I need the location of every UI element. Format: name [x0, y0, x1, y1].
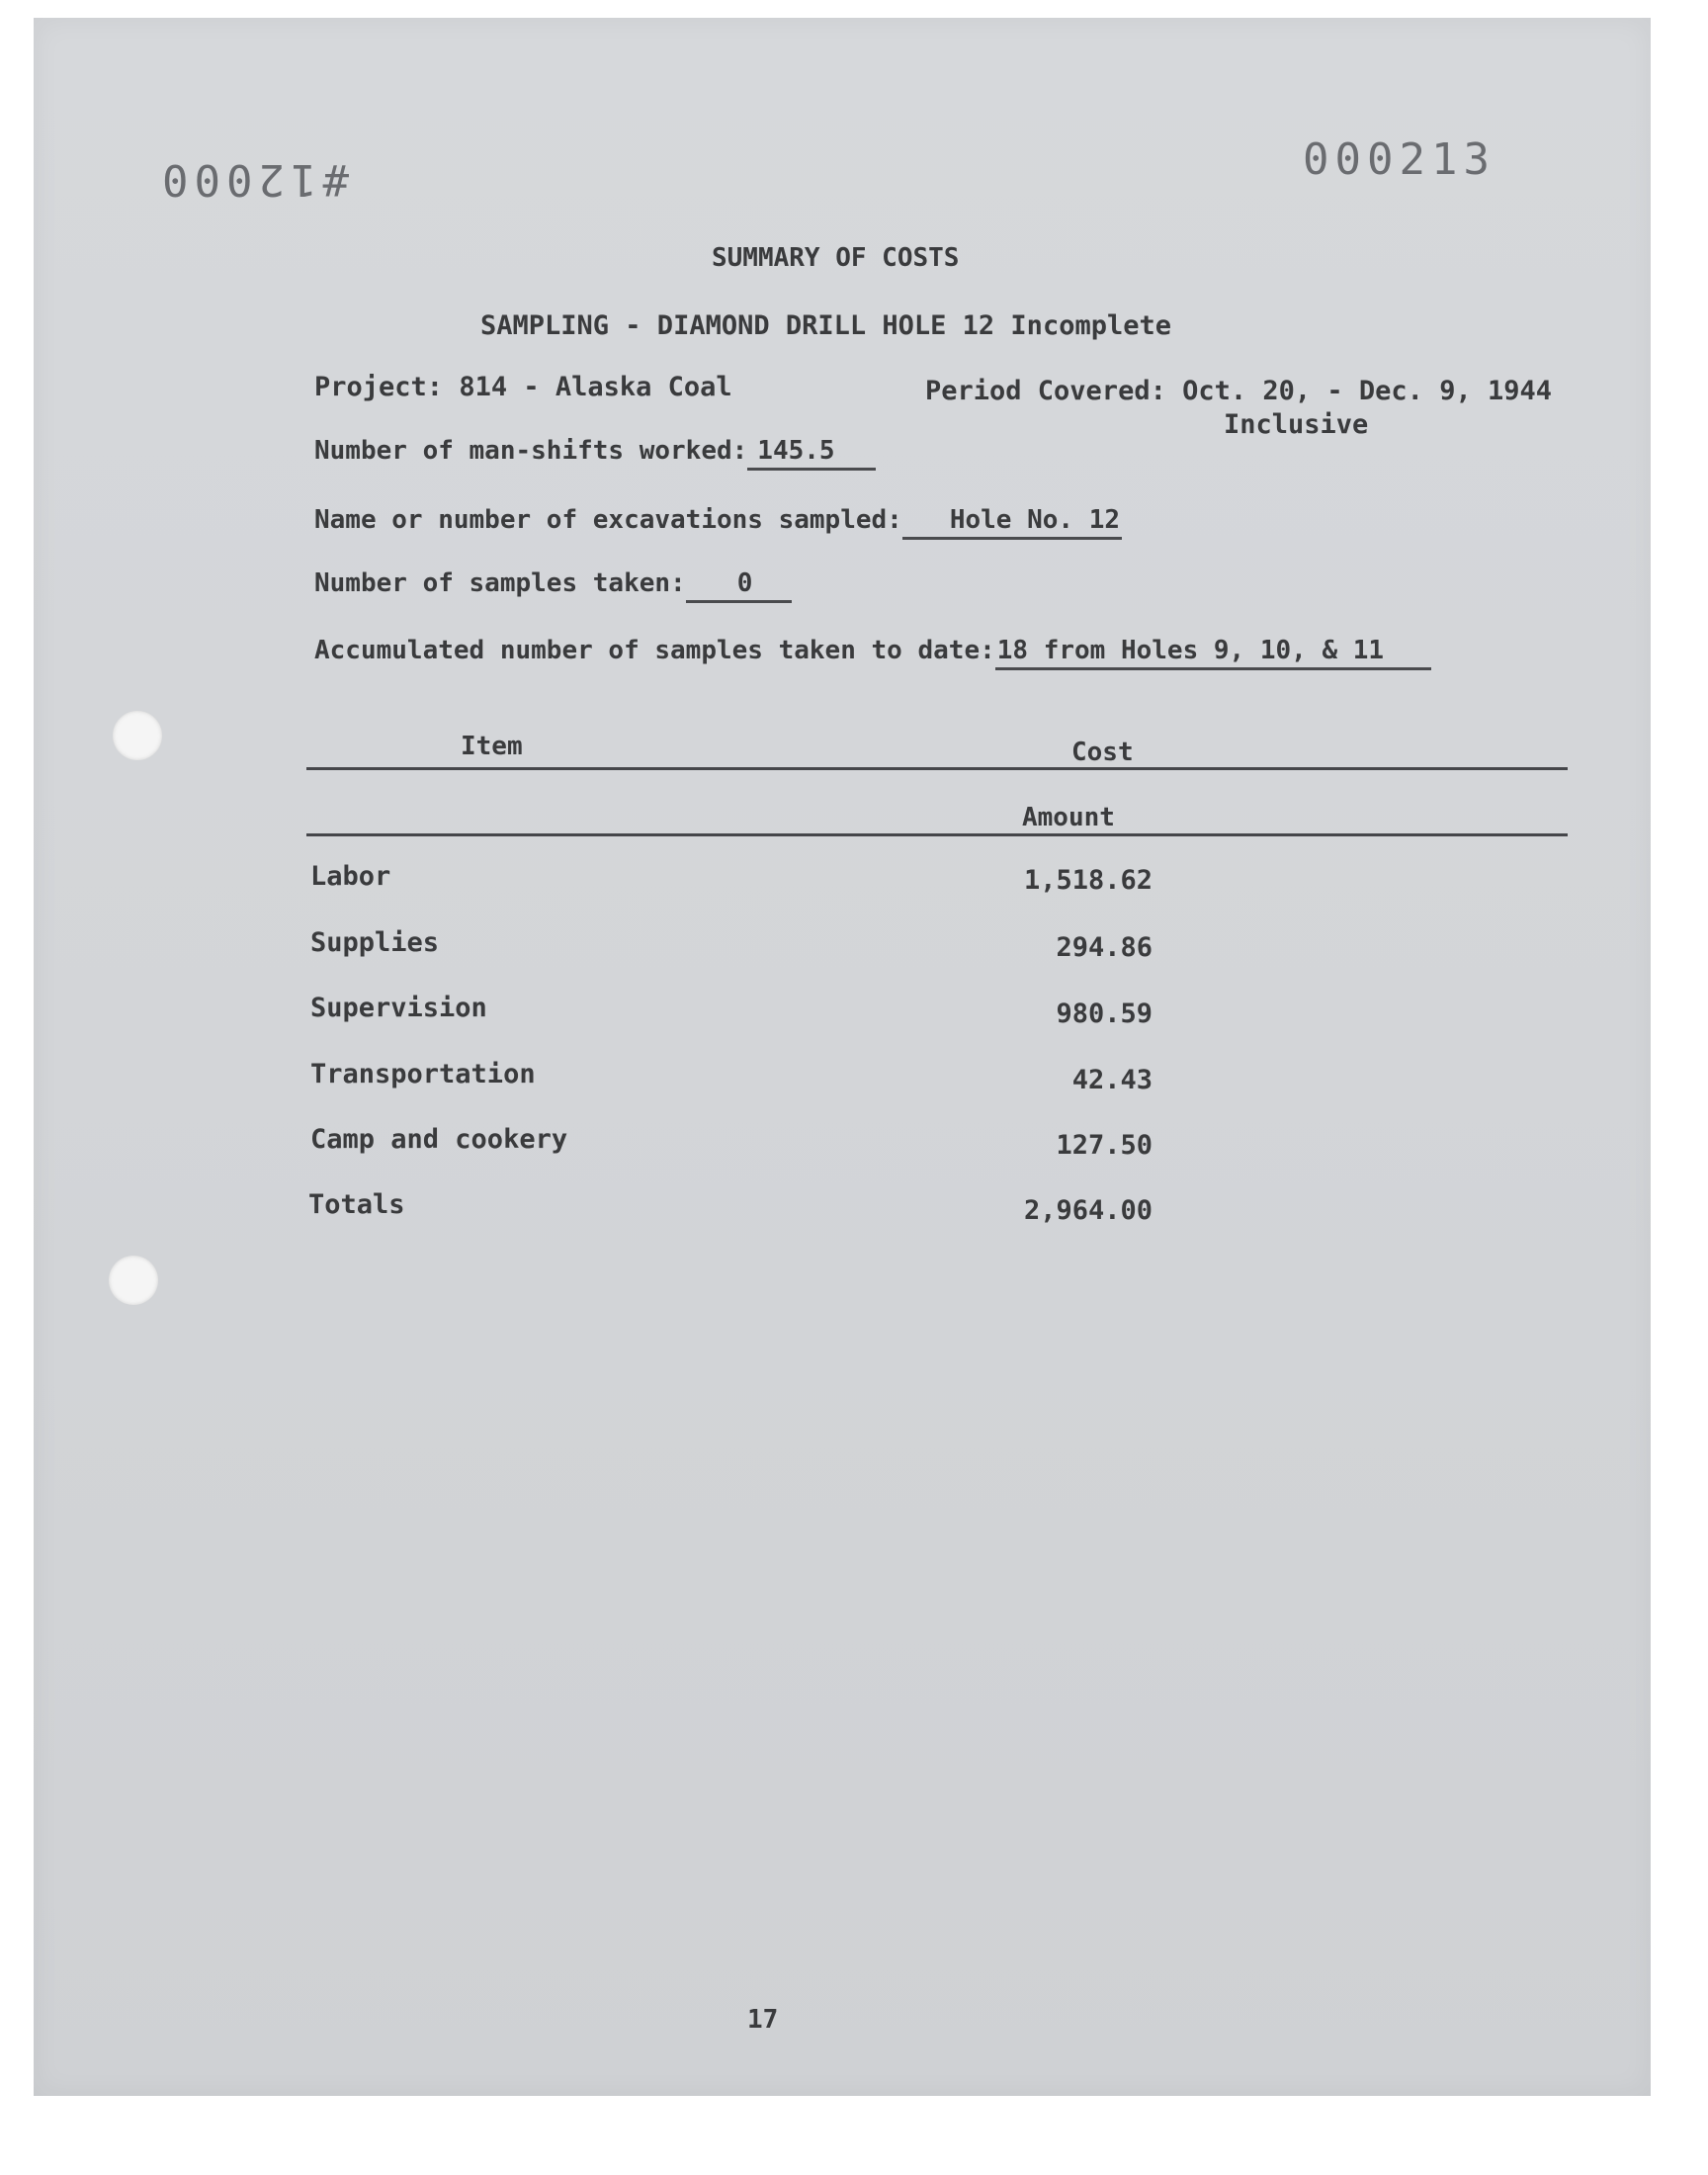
accumulated-line: [314, 636, 1431, 670]
stamp-number-right: 000213: [1303, 134, 1495, 185]
table-row-item: Transportation: [310, 1059, 536, 1089]
page-number: 17: [747, 2005, 779, 2035]
table-row-item: Supervision: [310, 993, 487, 1023]
man-shifts-label: Number of man-shifts worked:: [314, 436, 748, 466]
totals-amount: 2,964.00: [1023, 1195, 1153, 1226]
punch-hole-lower: [109, 1256, 158, 1305]
table-row-amount: 127.50: [1056, 1130, 1153, 1161]
table-row-amount: 980.59: [1056, 999, 1153, 1029]
accumulated-label: Accumulated number of samples taken to date:: [314, 636, 995, 665]
man-shifts-line: [314, 436, 876, 471]
table-row-amount: 294.86: [1056, 932, 1153, 963]
excavations-value: Hole No. 12: [902, 505, 1122, 540]
table-row-amount: 42.43: [1071, 1065, 1153, 1095]
punch-hole-upper: [113, 711, 162, 760]
table-row-amount: 1,518.62: [1023, 865, 1153, 896]
totals-label: Totals: [308, 1189, 405, 1220]
table-header-item: Item: [461, 732, 523, 761]
man-shifts-value: 145.5: [747, 436, 876, 471]
document-subtitle: SAMPLING - DIAMOND DRILL HOLE 12 Incomplete: [480, 310, 1171, 341]
samples-value: 0: [686, 568, 793, 603]
table-header-amount: Amount: [1022, 803, 1115, 832]
table-row-item: Camp and cookery: [310, 1124, 568, 1155]
period-value: Oct. 20, - Dec. 9, 1944: [1182, 376, 1552, 406]
table-header-rule-bottom: [306, 833, 1568, 836]
period-note: Inclusive: [1224, 409, 1369, 440]
samples-label: Number of samples taken:: [314, 568, 686, 598]
document-title: SUMMARY OF COSTS: [712, 243, 960, 273]
table-row-item: Supplies: [310, 927, 440, 958]
project-value: 814 - Alaska Coal: [459, 372, 732, 402]
excavations-line: [314, 505, 1122, 540]
period-line: [925, 376, 1552, 406]
period-label: Period Covered:: [925, 376, 1166, 406]
samples-line: [314, 568, 792, 603]
excavations-label: Name or number of excavations sampled:: [314, 505, 902, 535]
table-header-cost: Cost: [1071, 738, 1134, 767]
project-line: [314, 372, 732, 402]
table-row-item: Labor: [310, 861, 391, 892]
project-label: Project:: [314, 372, 444, 402]
stamp-number-left: #12000: [156, 154, 349, 205]
table-header-rule-top: [306, 767, 1568, 770]
accumulated-value: 18 from Holes 9, 10, & 11: [995, 636, 1431, 670]
